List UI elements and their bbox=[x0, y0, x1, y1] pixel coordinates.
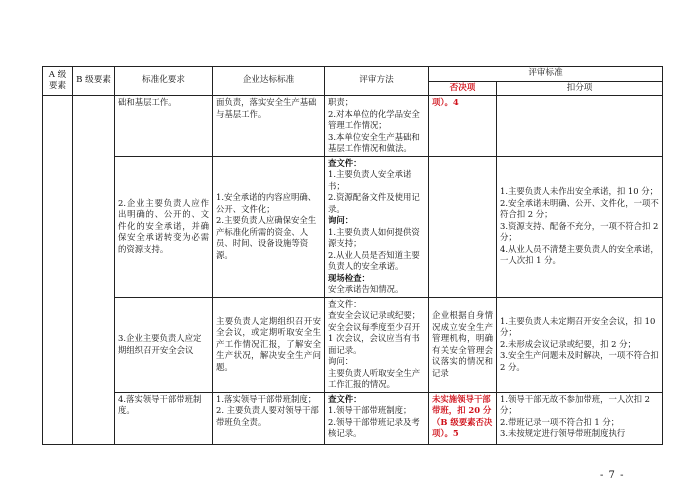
requirement-cell: 2.企业主要负责人应作出明确的、公开的、文件化的安全承诺，并确保安全承诺转变为必需的资源支持。 bbox=[115, 156, 213, 297]
header-veto: 否决项 bbox=[429, 81, 497, 96]
veto-cell bbox=[429, 156, 497, 297]
standard-cell: 面负责，落实安全生产基础与基层工作。 bbox=[213, 96, 325, 157]
standard-cell: 主要负责人定期组织召开安全会议，或定期听取安全生产工作情况汇报，了解安全生产状况，解决安全生产问题。 bbox=[213, 297, 325, 392]
requirement-cell: 4.落实领导干部带班制度。 bbox=[115, 392, 213, 444]
table-row bbox=[43, 392, 663, 444]
page-number: - 7 - bbox=[600, 470, 625, 481]
veto-cell: 未实施领导干部带班，扣 20 分（B 级要素否决项）。5 bbox=[429, 392, 497, 444]
veto-cell: 项）。4 bbox=[429, 96, 497, 157]
b-level-cell bbox=[73, 96, 115, 445]
deduct-cell bbox=[497, 96, 663, 157]
a-level-cell bbox=[43, 96, 73, 445]
header-review-criteria: 评审标准 bbox=[429, 67, 663, 82]
header-deduct: 扣分项 bbox=[497, 81, 663, 96]
standard-cell: 1.安全承诺的内容应明确、公开、文件化； 2.主要负责人应确保安全生产标准化所需的资金、人员、时间、设备设施等资源。 bbox=[213, 156, 325, 297]
review-standard-table bbox=[42, 66, 663, 445]
requirement-cell: 3.企业主要负责人应定期组织召开安全会议 bbox=[115, 297, 213, 392]
method-cell: 查文件： 1.主要负责人安全承诺书； 2.资源配备文件及使用记录。 询问： 1.主要负责人如何提供资源支持； 2.从业人员是否知道主要负责人的安全承诺。 现场检查： 安全承诺告知情况。 bbox=[325, 156, 429, 297]
standard-cell: 1.落实领导干部带班制度； 2. 主要负责人要对领导干部带班负全责。 bbox=[213, 392, 325, 444]
deduct-cell: 1.主要负责人未作出安全承诺，扣 10 分； 2.安全承诺未明确、公开、文件化，一项不符合扣 2 分； 3.资源支持、配备不充分，一项不符合扣 2 分； 4.从业人员不清楚主要负责人的安全承诺，一人次扣 1 分。 bbox=[497, 156, 663, 297]
method-cell: 职责； 2.对本单位的化学品安全管理工作情况； 3.本单位安全生产基础和基层工作情况和做法。 bbox=[325, 96, 429, 157]
table-row bbox=[43, 96, 663, 157]
table-row bbox=[43, 297, 663, 392]
header-a-level: A 级要素 bbox=[43, 67, 73, 96]
header-review-method: 评审方法 bbox=[325, 67, 429, 96]
veto-cell: 企业根据自身情况成立安全生产管理机构，明确有关安全管理会议落实的情况和记录 bbox=[429, 297, 497, 392]
requirement-cell: 础和基层工作。 bbox=[115, 96, 213, 157]
method-cell: 查文件： 1.领导干部带班制度； 2.领导干部带班记录及考核记录。 bbox=[325, 392, 429, 444]
deduct-cell: 1.主要负责人未定期召开安全会议，扣 10 分； 2.未形成会议记录或纪要，扣 2 分； 3.安全生产问题未及时解决，一项不符合扣 2 分。 bbox=[497, 297, 663, 392]
table-row bbox=[43, 156, 663, 297]
header-enterprise-standard: 企业达标标准 bbox=[213, 67, 325, 96]
deduct-cell: 1.领导干部无故不参加带班，一人次扣 2 分； 2.带班记录一项不符合扣 1 分； 3.未按规定进行领导带班制度执行 bbox=[497, 392, 663, 444]
header-b-level: B 级要素 bbox=[73, 67, 115, 96]
header-requirement: 标准化要求 bbox=[115, 67, 213, 96]
method-cell: 查文件： 查安全会议记录或纪要；安全会议每季度至少召开 1 次会议，会议应当有书面记录。 询问： 主要负责人听取安全生产工作汇报的情况。 bbox=[325, 297, 429, 392]
